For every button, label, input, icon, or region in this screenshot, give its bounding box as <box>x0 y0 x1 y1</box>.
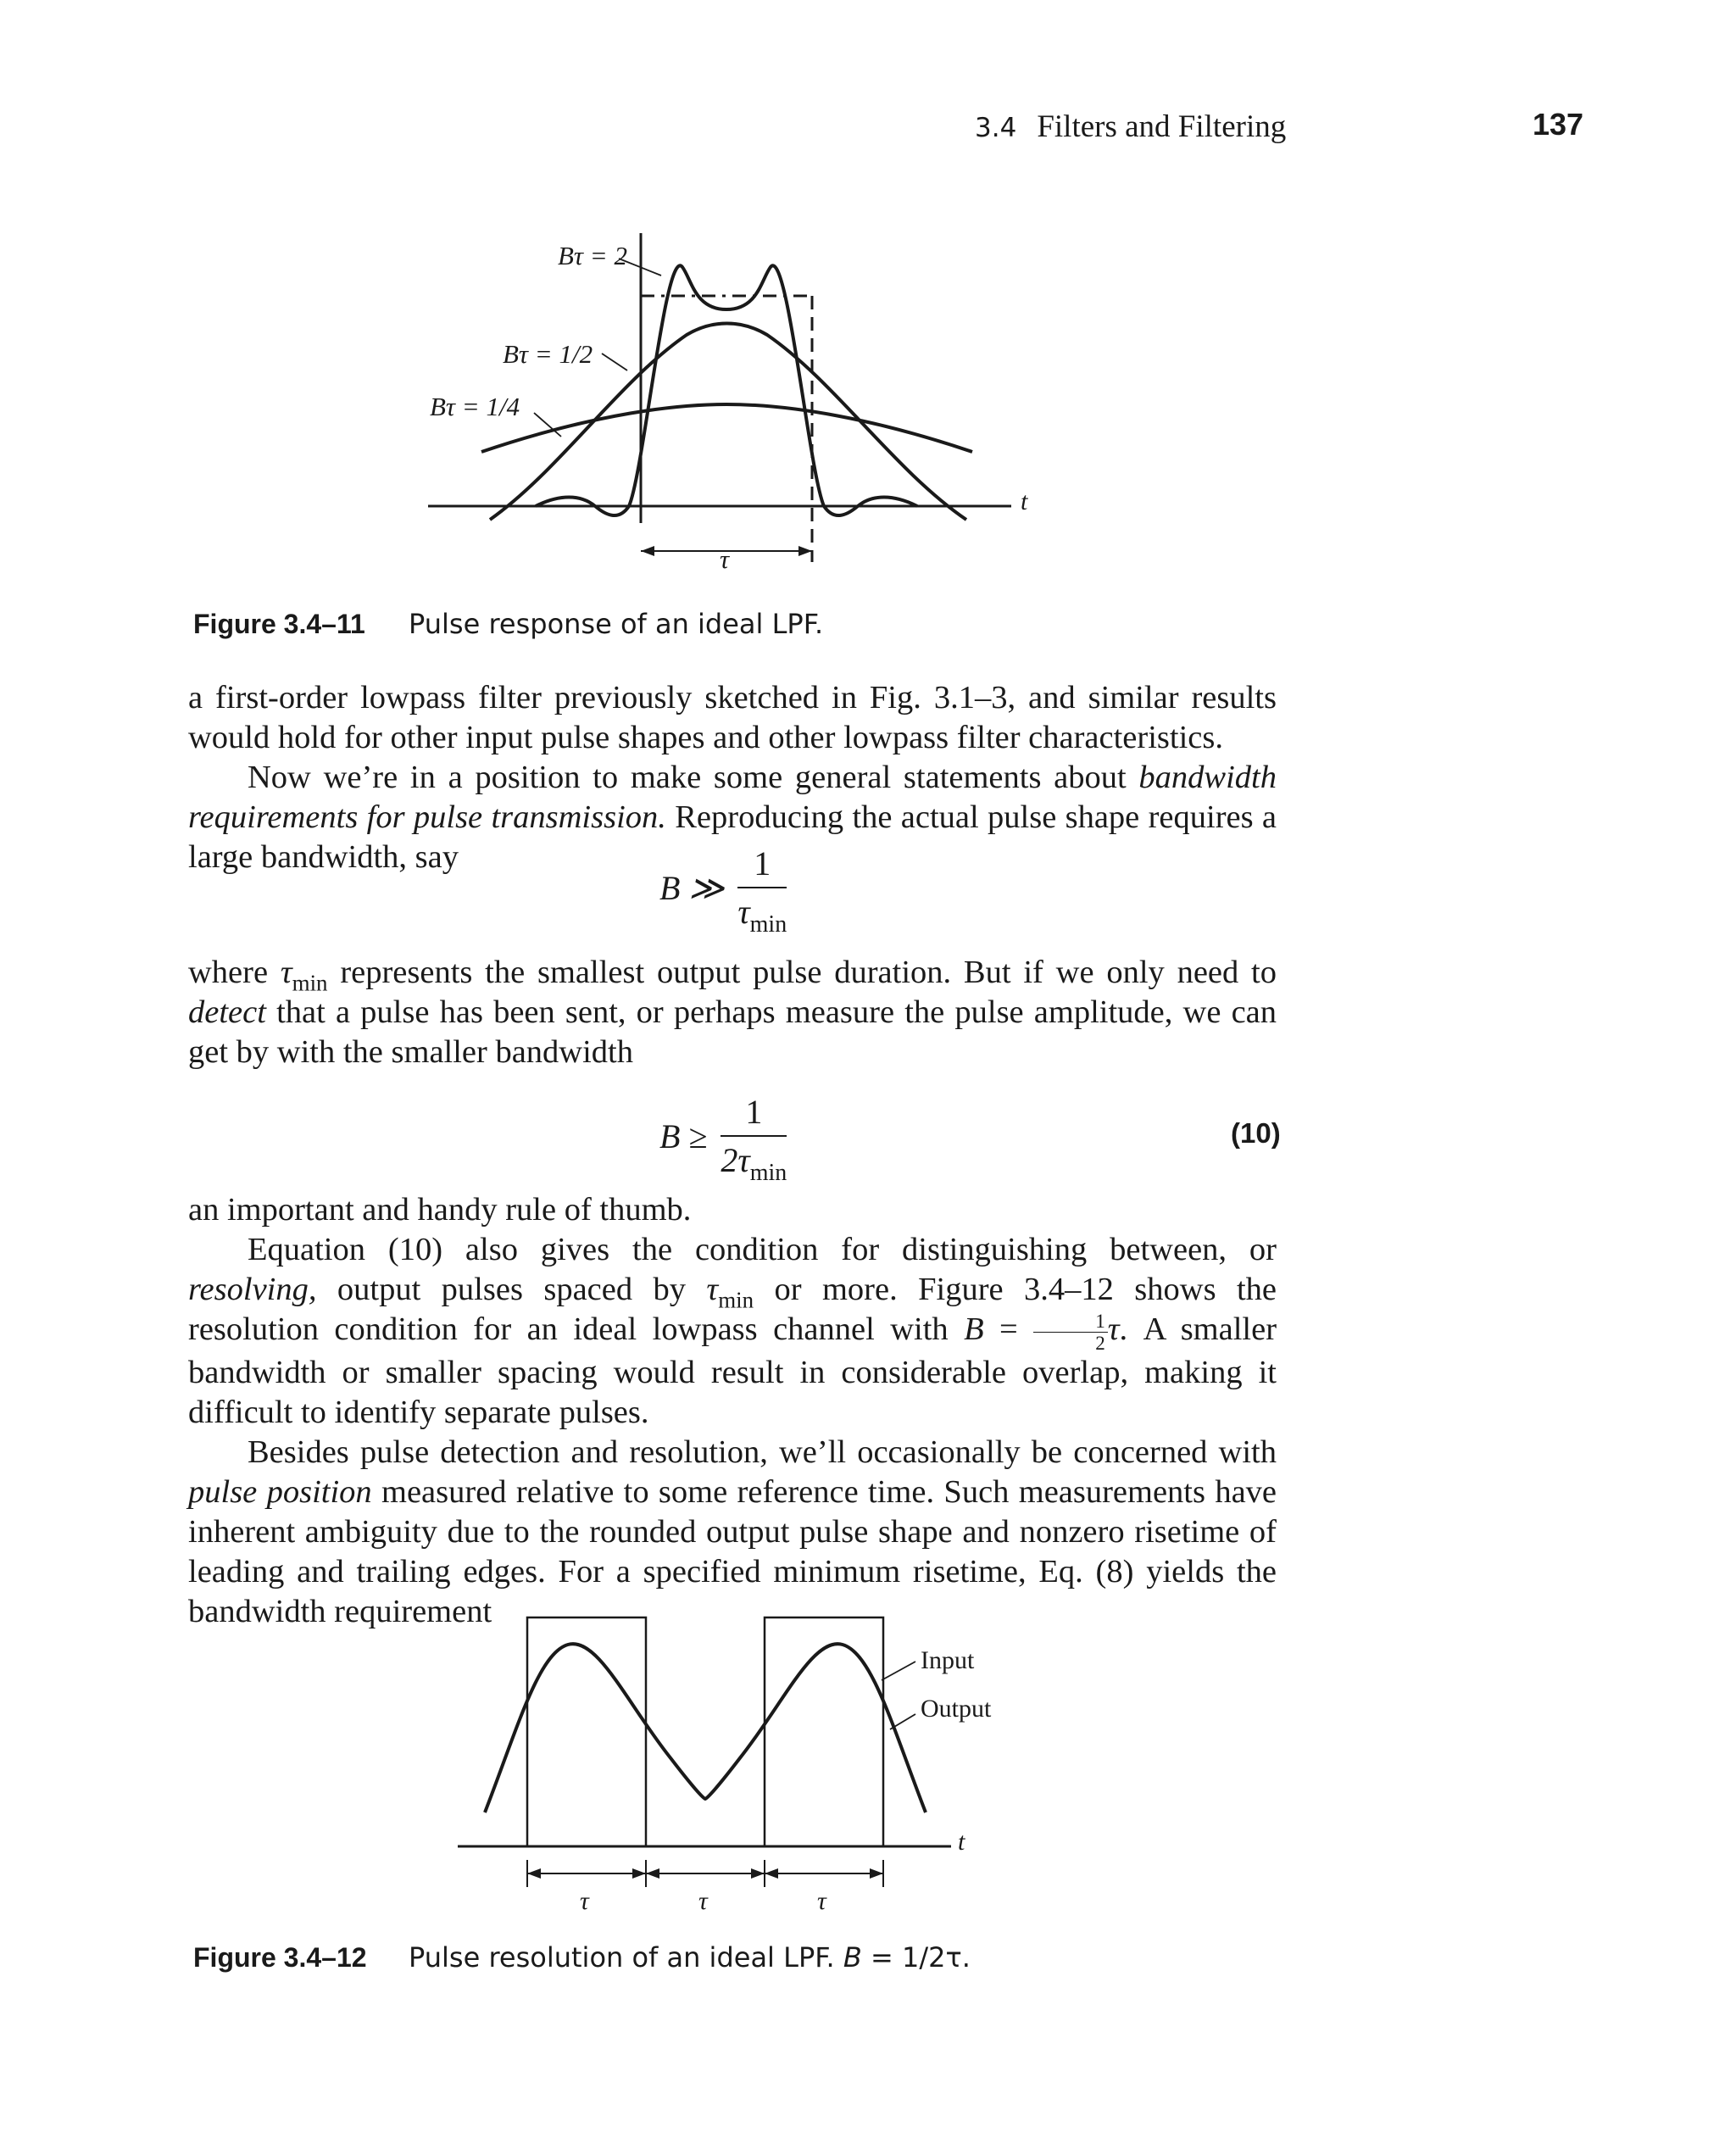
tau-label: τ <box>720 544 730 574</box>
page-number: 137 <box>1533 107 1584 142</box>
equation-large-bandwidth: B ≫ $\frac{1}{\tau_{min}}$ <box>659 844 787 938</box>
tau-label-2: τ <box>698 1887 708 1915</box>
paragraph-3: where $\tau_{min}$ represents the smallest output pulse duration. But if we only need to detect that a pulse has been sent, or perhaps measure the pulse amplitude, we can get by with the smaller bandwidth <box>188 955 1277 1070</box>
caption-label: Figure 3.4–11 <box>193 609 365 639</box>
curve-bt-2 <box>536 265 917 515</box>
caption-text: Pulse response of an ideal LPF. <box>409 608 824 640</box>
section-title: Filters and Filtering <box>1037 109 1287 144</box>
figure-3-4-11-caption <box>193 608 823 640</box>
paragraph-5: Equation (10) also gives the condition for distinguishing between, or resolving, output pulses spaced by $\tau_{min}$ or more. Figure 3.4–12 shows the resolution condition for an ideal lowpass channel with B = $\frac{1}{2}$ τ. A smaller bandwidth or smaller spacing would result in considerable overlap, making it difficult to identify separate pulses. <box>188 1232 1277 1430</box>
input-pulses <box>527 1617 883 1846</box>
tau-arrow-left <box>641 546 654 556</box>
tau-dimension-lines <box>527 1860 883 1887</box>
paragraph-1: a first-order lowpass filter previously sketched in Fig. 3.1–3, and similar results would hold for other input pulse shapes and other lowpass filter characteristics. <box>188 680 1277 755</box>
section-number: 3.4 <box>975 113 1017 143</box>
equation-10: B ≥ $\frac{1}{2\tau_{min}}$ <box>659 1093 787 1186</box>
axis-t-label: t <box>958 1828 965 1856</box>
label-bt-half: Bτ = 1/2 <box>503 339 593 369</box>
input-label: Input <box>921 1646 975 1674</box>
leader-bt-half <box>602 354 627 370</box>
output-label: Output <box>921 1695 992 1723</box>
figure-3-4-12 <box>449 1611 1043 1924</box>
tau-arrow-right <box>798 546 812 556</box>
paragraph-6: Besides pulse detection and resolution, we’ll occasionally be concerned with pulse position measured relative to some reference time. Such measurements have inherent ambiguity due to the rounded output pulse shape and nonzero risetime of leading and trailing edges. For a specified minimum risetime, Eq. (8) yields the bandwidth requirement <box>188 1434 1277 1629</box>
curve-bt-quarter <box>481 404 972 452</box>
figure-3-4-11 <box>407 225 1068 585</box>
tau-label-3: τ <box>817 1887 826 1915</box>
tau-label-1: τ <box>580 1887 589 1915</box>
paragraph-4: an important and handy rule of thumb. <box>188 1192 692 1228</box>
label-bt-quarter: Bτ = 1/4 <box>430 392 520 421</box>
figure-3-4-12-caption: Figure 3.4–12 Pulse resolution of an ideal LPF. B = 1/2τ. <box>193 1941 971 1974</box>
body-text-block-3 <box>188 1190 1277 1632</box>
caption-label: Figure 3.4–12 <box>193 1942 367 1973</box>
axis-t-label: t <box>1021 487 1028 515</box>
equation-number: (10) <box>1231 1117 1281 1149</box>
leader-input <box>882 1662 915 1680</box>
leader-output <box>890 1714 915 1729</box>
label-bt-2: Bτ = 2 <box>558 241 627 270</box>
caption-text: Pulse resolution of an ideal LPF. <box>409 1941 843 1974</box>
body-text-block-2 <box>188 953 1277 1072</box>
output-curve <box>485 1644 926 1812</box>
paragraph-2: Now we’re in a position to make some general statements about bandwidth requirements for pulse transmission. Reproducing the actual pulse shape requires a large bandwidth, say <box>188 760 1277 875</box>
running-head <box>975 109 1286 145</box>
